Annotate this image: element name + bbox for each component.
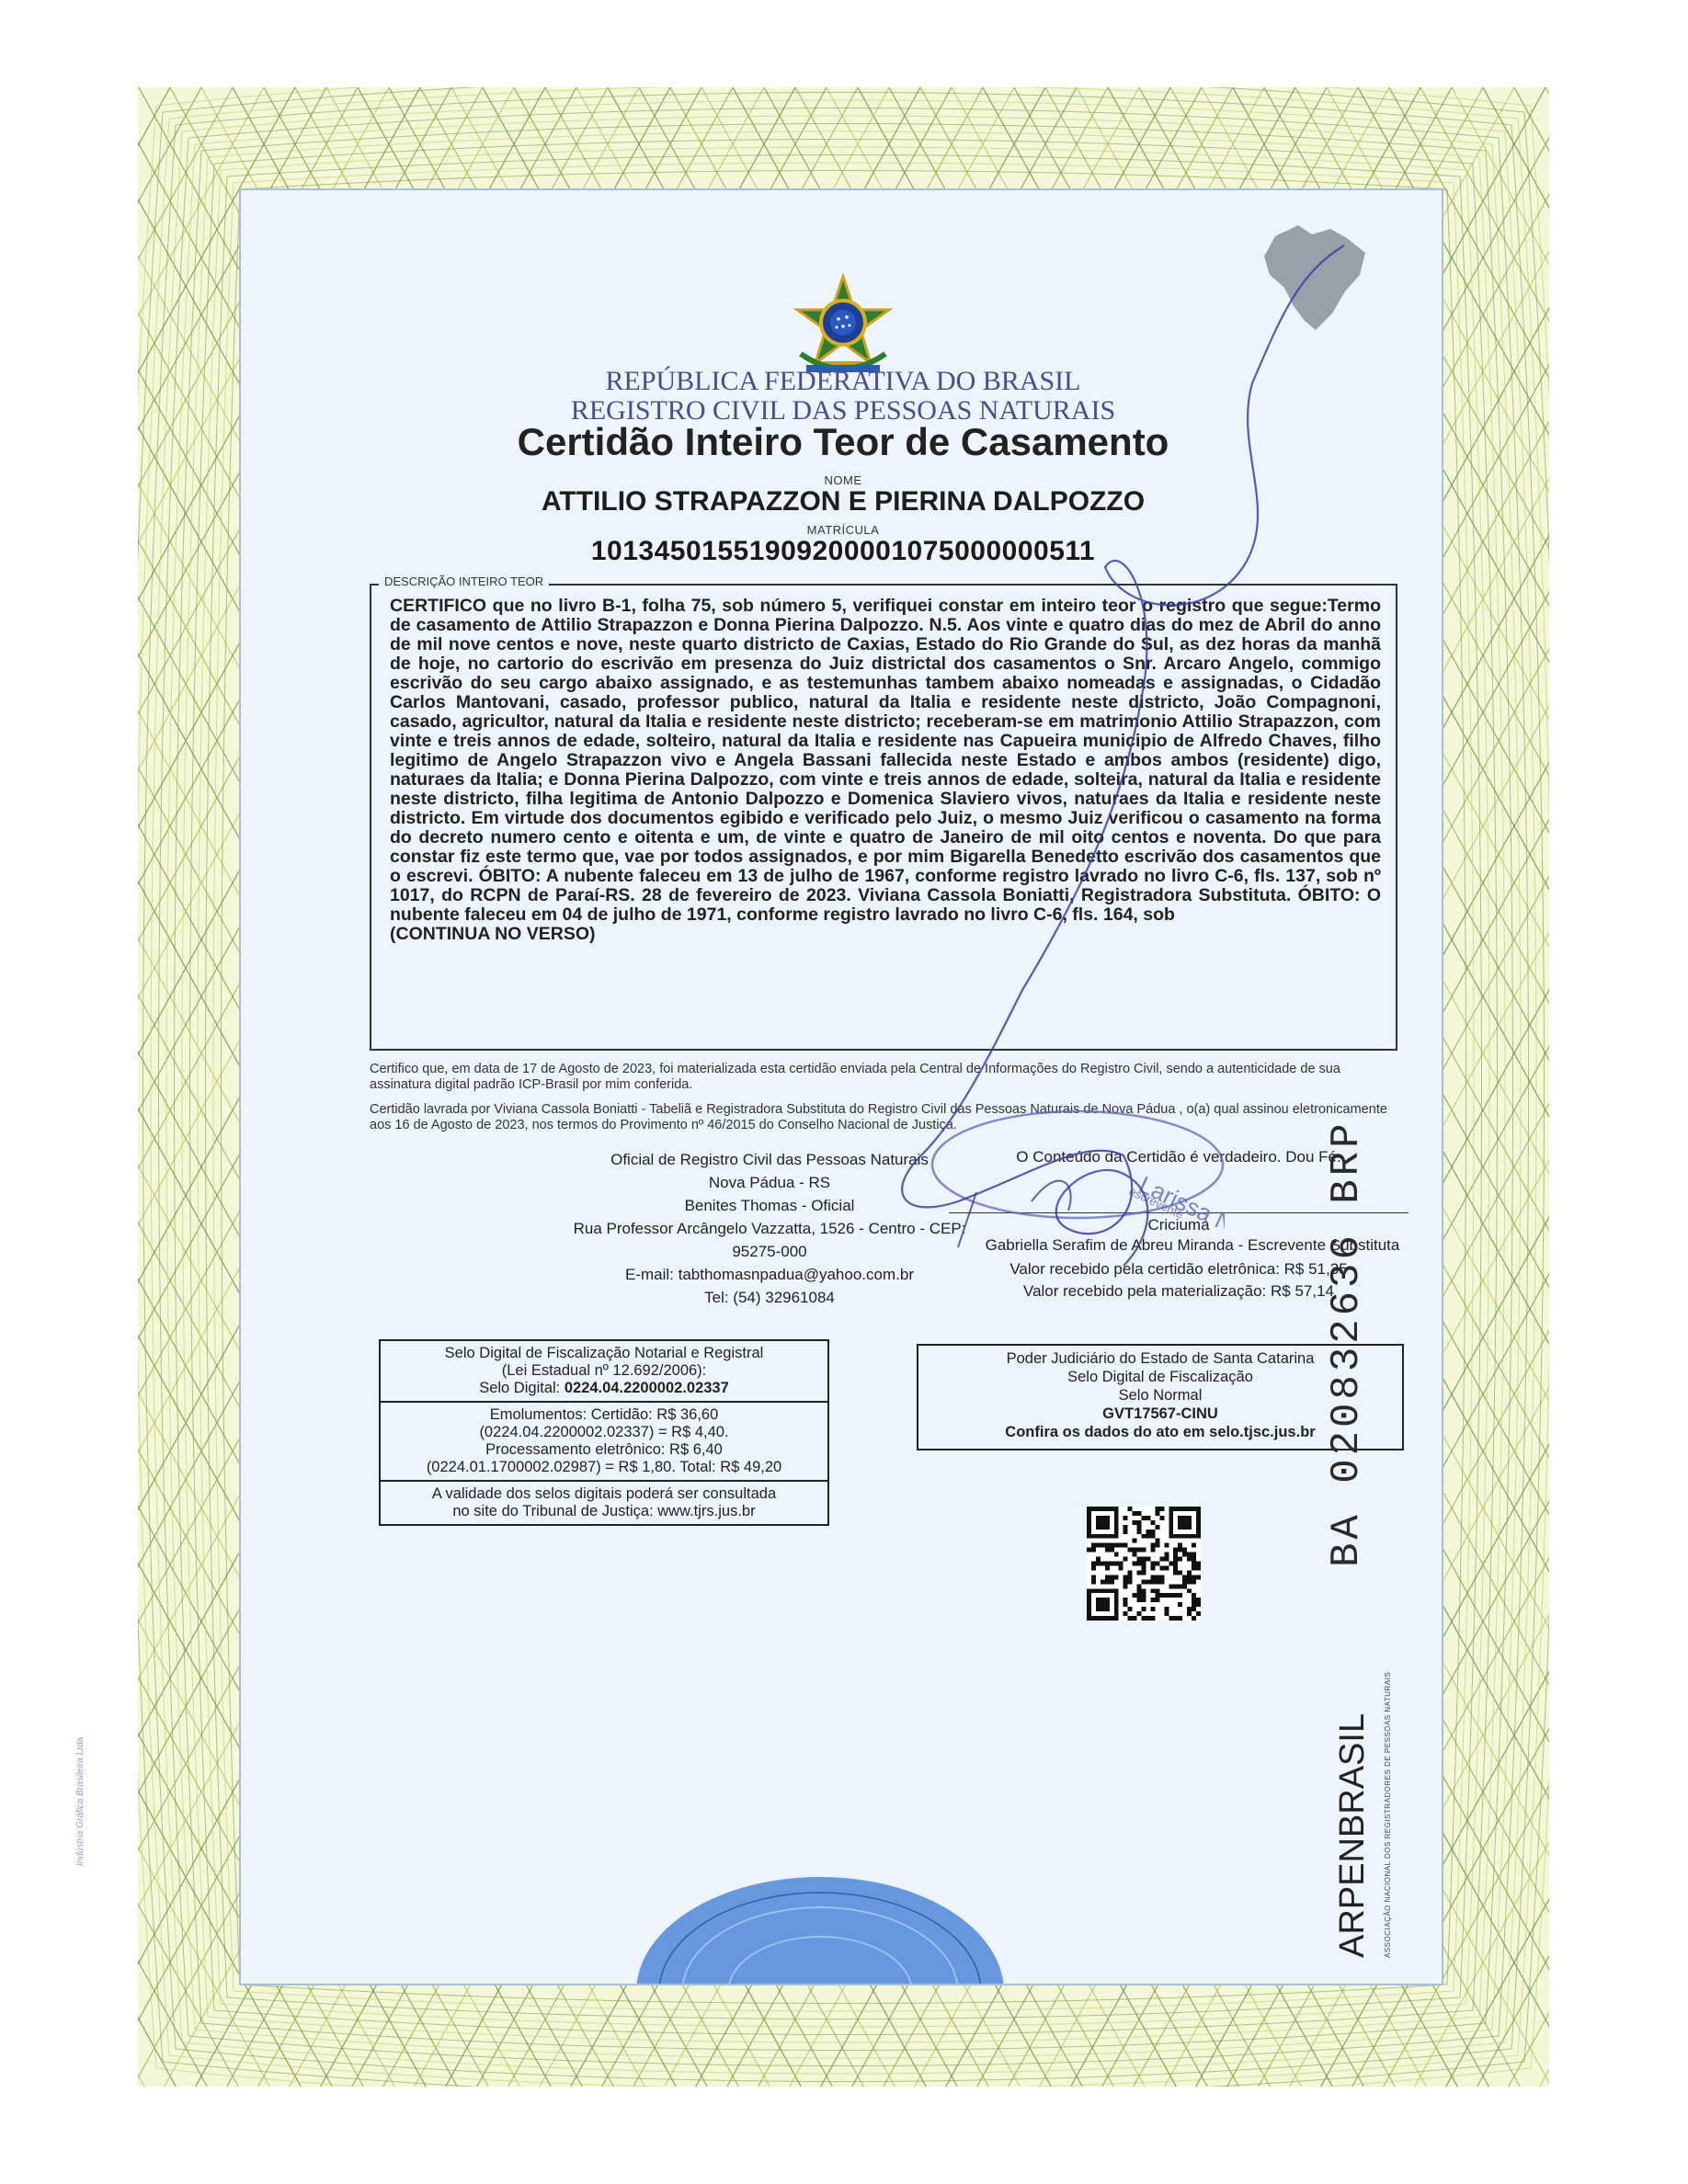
- certificate-title: Certidão Inteiro Teor de Casamento: [517, 420, 1169, 463]
- selo-rs-header: [381, 1341, 827, 1401]
- nome-value: ATTILIO STRAPAZZON E PIERINA DALPOZZO: [541, 486, 1146, 517]
- escrevente-name: Gabriella Serafim de Abreu Miranda - Escrevente Substituta: [985, 1236, 1400, 1254]
- continua-no-verso: (CONTINUA NO VERSO): [390, 924, 596, 944]
- office-cep: 95275-000: [732, 1243, 807, 1260]
- matricula-caption: MATRÍCULA: [806, 523, 880, 537]
- certificate-panel: [239, 188, 1443, 1985]
- selo-rs-code-label: Selo Digital:: [479, 1380, 565, 1396]
- selo-sc-line: Selo Digital de Fiscalização: [1067, 1369, 1253, 1385]
- office-address: Rua Professor Arcângelo Vazzatta, 1526 - Centro - CEP:: [573, 1220, 966, 1237]
- selo-rs-line: Processamento eletrônico: R$ 6,40: [485, 1441, 723, 1458]
- selo-rs-line: (Lei Estadual nº 12.692/2006):: [501, 1362, 707, 1379]
- certification-materialization: Certifico que, em data de 17 de Agosto de 2023, foi materializada esta certidão enviada pela Central de Informações do Registro Civil, sendo a autenticidade de sua assinatura digital padrão ICP-Brasil por mim conferida.: [370, 1062, 1340, 1092]
- attestation-city: Criciuma: [949, 1212, 1409, 1234]
- selo-rs-validade: [381, 1480, 827, 1524]
- selo-rs-line: (0224.01.1700002.02987) = R$ 1,80. Total: R$ 49,20: [426, 1459, 782, 1475]
- selo-rs-line: Selo Digital de Fiscalização Notarial e Registral: [444, 1345, 764, 1361]
- handwritten-signature: [848, 236, 1399, 1321]
- selo-sc-code: GVT17567-CINU: [1102, 1405, 1218, 1422]
- selo-rs-line: (0224.04.2200002.02337) = R$ 4,40.: [479, 1424, 729, 1440]
- valor-certidao: Valor recebido pela certidão eletrônica: R$ 51,35: [1009, 1260, 1348, 1278]
- certification-electronic: Certidão lavrada por Viviana Cassola Boniatti - Tabeliã e Registradora Substituta do Registro Civil das Pessoas Naturais de Nova Pádua , o(a) qual assinou eletronicamente aos 16 de Agosto de 2023, nos termos do Provimento nº 46/2015 do Conselho Nacional de Justiça.: [370, 1102, 1387, 1132]
- selo-sc-line: Poder Judiciário do Estado de Santa Catarina: [1006, 1350, 1315, 1367]
- office-city: Nova Pádua - RS: [708, 1174, 831, 1191]
- selo-sc-link: Confira os dados do ato em selo.tjsc.jus.br: [1005, 1424, 1316, 1440]
- selo-rs-emolumentos: [381, 1401, 827, 1480]
- selo-rs-line: no site do Tribunal de Justiça: www.tjrs.jus.br: [452, 1503, 756, 1519]
- printer-credit: Indústria Gráfica Brasileira Ltda: [75, 1736, 86, 1866]
- attestation-text: O Conteúdo da Certidão é verdadeiro. Dou Fé.: [1016, 1148, 1341, 1166]
- selo-rs-line: A validade dos selos digitais poderá ser consultada: [431, 1485, 777, 1502]
- matricula-value: 10134501551909200001075000000511: [590, 536, 1096, 566]
- selo-rs-code: [384, 1380, 824, 1397]
- security-rosette: [627, 1872, 1013, 1985]
- paper-serial-number: BA 020832636 BRP: [1324, 1120, 1370, 1567]
- stamp-role: escrevente: [1126, 1184, 1186, 1222]
- nome-caption: NOME: [824, 473, 862, 487]
- selo-rs-code-value: 0224.04.2200002.02337: [564, 1380, 729, 1396]
- valor-materializacao: Valor recebido pela materialização: R$ 57,14: [1023, 1282, 1334, 1300]
- stamp-name: Larissa: [1135, 1170, 1217, 1228]
- selo-rs-line: Emolumentos: Certidão: R$ 36,60: [489, 1406, 719, 1423]
- office-email: E-mail: tabthomasnpadua@yahoo.com.br: [625, 1266, 914, 1283]
- office-officer: Benites Thomas - Oficial: [684, 1197, 855, 1214]
- arpen-brasil-subtitle: ASSOCIAÇÃO NACIONAL DOS REGISTRADORES DE PESSOAS NATURAIS: [1384, 1671, 1392, 1958]
- selo-sc-line: Selo Normal: [1118, 1387, 1203, 1404]
- selo-digital-rs: [379, 1339, 829, 1526]
- description-body: CERTIFICO que no livro B-1, folha 75, sob número 5, verifiquei constar em inteiro teor o registro que segue:Termo de casamento de Attilio Strapazzon e Donna Pierina Dalpozzo. N.5. Aos vinte e quatro dias do mez de Abril do anno de mil nove centos e nove, neste quarto districto de Caxias, Estado do Rio Grande do Sul, as dez horas da manhã de hoje, no cartorio do escrivão em presenza do Juiz districtal dos casamentos o Snr. Arcaro Angelo, commigo escrivão do seu cargo abaixo assignado, e as testemunhas tambem abaixo nomeadas e assignadas, o Cidadão Carlos Mantovani, casado, professor publico, natural da Italia e residente neste districto, João Compagnoni, casado, agricultor, natural da Italia e residente neste districto; receberam-se em matrimonio Attilio Strapazzon, com vinte e treis annos de edade, solteiro, natural da Italia e residente nas Capueira municipio de Alfredo Chaves, filho legitimo de Angelo Strapazzon vivo e Angela Bassani fallecida neste Estado e ambos ambos (residente) digo, naturaes da Italia; e Donna Pierina Dalpozzo, com vinte e treis annos de edade, solteira, natural da Italia e residente neste districto, filha legitima de Antonio Dalpozzo e Domenica Slaviero vivos, naturaes da Italia e residente neste districto. Em virtude dos documentos egibido e verificado pelo Juiz, o mesmo Juiz verificou o casamento na forma do decreto numero cento e oitenta e um, de vinte e quatro de Janeiro de mil oito centos e noventa. Do que para constar fiz este termo que, vae por todos assignados, e por mim Bigarella Benedetto escrivão dos casamentos que o escrevi. ÓBITO: A nubente faleceu em 13 de julho de 1967, conforme registro lavrado no livro C-6, fls. 137, sob nº 1017, do RCPN de Paraí-RS. 28 de fevereiro de 2023. Viviana Cassola Boniatti, Registradora Substituta. ÓBITO: O nubente faleceu em 04 de julho de 1971, conforme registro lavrado no livro C-6, fls. 164, sob: [390, 596, 1381, 925]
- qr-code-icon[interactable]: [1087, 1507, 1201, 1621]
- arpen-brasil-logo-text: ARPENBRASIL: [1333, 1712, 1372, 1958]
- office-name: Oficial de Registro Civil das Pessoas Naturais: [610, 1151, 929, 1168]
- registry-name: REGISTRO CIVIL DAS PESSOAS NATURAIS: [570, 395, 1116, 426]
- description-legend: DESCRIÇÃO INTEIRO TEOR: [379, 574, 549, 588]
- office-tel: Tel: (54) 32961084: [704, 1289, 835, 1306]
- republic-name: REPÚBLICA FEDERATIVA DO BRASIL: [605, 366, 1081, 396]
